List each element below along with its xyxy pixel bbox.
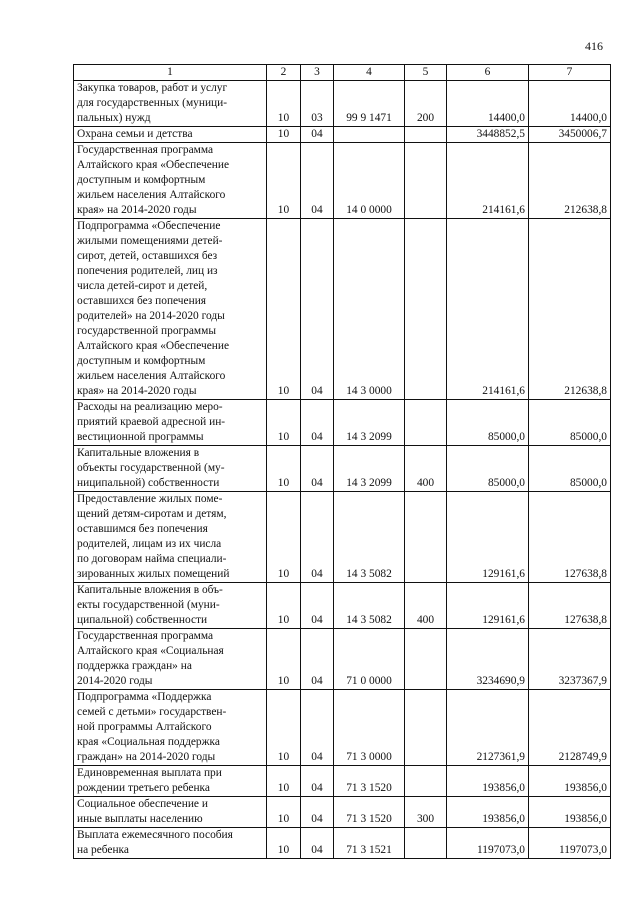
subsection-code: 04 (301, 400, 334, 446)
subsection-code: 04 (301, 766, 334, 797)
row-name-line: объекты государственной (му- (77, 462, 225, 474)
amount-year-2: 212638,8 (529, 143, 611, 219)
row-name-line: Расходы на реализацию меро- (77, 401, 223, 413)
target-article-code: 14 3 2099 (334, 400, 405, 446)
row-name-line: края «Социальная поддержка (77, 736, 220, 748)
column-header: 2 (267, 65, 301, 81)
expense-type-code (405, 629, 447, 690)
expense-type-code (405, 766, 447, 797)
expense-type-code (405, 127, 447, 143)
target-article-code: 99 9 1471 (334, 81, 405, 127)
amount-year-1: 3448852,5 (447, 127, 529, 143)
table-row (74, 828, 611, 859)
row-name-line: Социальное обеспечение и (77, 798, 208, 810)
expense-type-code (405, 400, 447, 446)
row-name-line: Подпрограмма «Обеспечение (77, 220, 221, 232)
column-header: 1 (74, 65, 267, 81)
amount-year-2: 127638,8 (529, 583, 611, 629)
row-name (74, 828, 267, 859)
column-header: 6 (447, 65, 529, 81)
row-name (74, 797, 267, 828)
row-name-line: для государственных (муници- (77, 97, 228, 109)
row-name-line: Капитальные вложения в (77, 447, 200, 459)
row-name-line: Алтайского края «Обеспечение (77, 159, 230, 171)
amount-year-1: 85000,0 (447, 446, 529, 492)
section-code: 10 (267, 797, 301, 828)
target-article-code: 14 3 5082 (334, 583, 405, 629)
table-row (74, 583, 611, 629)
row-name-line: родителей» на 2014-2020 годы (77, 310, 225, 322)
row-name-line: иные выплаты населению (77, 813, 203, 825)
target-article-code: 71 3 0000 (334, 690, 405, 766)
subsection-code: 04 (301, 219, 334, 400)
row-name-line: Предоставление жилых поме- (77, 493, 223, 505)
amount-year-1: 193856,0 (447, 766, 529, 797)
table-row (74, 400, 611, 446)
row-name (74, 400, 267, 446)
row-name (74, 583, 267, 629)
target-article-code: 14 3 2099 (334, 446, 405, 492)
row-name-line: Алтайского края «Социальная (77, 645, 224, 657)
row-name-line: попечения родителей, лиц из (77, 265, 218, 277)
amount-year-2: 3237367,9 (529, 629, 611, 690)
row-name-line: ной программы Алтайского (77, 721, 212, 733)
row-name (74, 143, 267, 219)
amount-year-2: 212638,8 (529, 219, 611, 400)
row-name-line: ниципальной) собственности (77, 477, 220, 489)
target-article-code: 71 3 1521 (334, 828, 405, 859)
subsection-code: 04 (301, 492, 334, 583)
row-name (74, 127, 267, 143)
section-code: 10 (267, 690, 301, 766)
row-name-line: зированных жилых помещений (77, 568, 230, 580)
table-row (74, 690, 611, 766)
page-number: 416 (585, 39, 603, 53)
row-name (74, 492, 267, 583)
amount-year-1: 2127361,9 (447, 690, 529, 766)
amount-year-1: 129161,6 (447, 492, 529, 583)
amount-year-2: 127638,8 (529, 492, 611, 583)
expense-type-code: 400 (405, 446, 447, 492)
subsection-code: 04 (301, 828, 334, 859)
section-code: 10 (267, 446, 301, 492)
target-article-code: 71 3 1520 (334, 797, 405, 828)
row-name-line: семей с детьми» государствен- (77, 706, 227, 718)
column-header: 5 (405, 65, 447, 81)
section-code: 10 (267, 766, 301, 797)
expense-type-code (405, 492, 447, 583)
column-header: 7 (529, 65, 611, 81)
subsection-code: 04 (301, 127, 334, 143)
expense-type-code (405, 690, 447, 766)
subsection-code: 04 (301, 446, 334, 492)
row-name-line: на ребенка (77, 844, 129, 856)
budget-table (73, 64, 611, 859)
expense-type-code (405, 828, 447, 859)
expense-type-code: 400 (405, 583, 447, 629)
row-name-line: края» на 2014-2020 годы (77, 204, 197, 216)
row-name-line: рождении третьего ребенка (77, 782, 210, 794)
column-header: 3 (301, 65, 334, 81)
row-name-line: поддержка граждан» на (77, 660, 192, 672)
amount-year-2: 193856,0 (529, 766, 611, 797)
section-code: 10 (267, 127, 301, 143)
row-name-line: государственной программы (77, 325, 217, 337)
section-code: 10 (267, 81, 301, 127)
row-name-line: края» на 2014-2020 годы (77, 385, 197, 397)
target-article-code: 14 0 0000 (334, 143, 405, 219)
target-article-code: 14 3 0000 (334, 219, 405, 400)
table-row (74, 629, 611, 690)
section-code: 10 (267, 400, 301, 446)
table-row (74, 446, 611, 492)
row-name-line: щений детям-сиротам и детям, (77, 508, 227, 520)
row-name-line: по договорам найма специали- (77, 553, 227, 565)
row-name-line: вестиционной программы (77, 431, 204, 443)
row-name-line: Подпрограмма «Поддержка (77, 691, 212, 703)
row-name-line: Закупка товаров, работ и услуг (77, 82, 228, 94)
amount-year-1: 129161,6 (447, 583, 529, 629)
row-name-line: ципальной) собственности (77, 614, 208, 626)
amount-year-1: 214161,6 (447, 219, 529, 400)
amount-year-2: 1197073,0 (529, 828, 611, 859)
row-name (74, 81, 267, 127)
row-name-line: жилыми помещениями детей- (77, 235, 223, 247)
row-name (74, 766, 267, 797)
row-name (74, 219, 267, 400)
section-code: 10 (267, 492, 301, 583)
subsection-code: 04 (301, 690, 334, 766)
row-name-line: Государственная программа (77, 630, 214, 642)
table-header-row (74, 65, 611, 81)
row-name-line: жильем населения Алтайского (77, 189, 226, 201)
table-row (74, 492, 611, 583)
amount-year-2: 193856,0 (529, 797, 611, 828)
row-name-line: родителей, лицам из их числа (77, 538, 222, 550)
expense-type-code: 300 (405, 797, 447, 828)
amount-year-1: 3234690,9 (447, 629, 529, 690)
subsection-code: 03 (301, 81, 334, 127)
row-name (74, 629, 267, 690)
row-name (74, 446, 267, 492)
amount-year-2: 14400,0 (529, 81, 611, 127)
expense-type-code (405, 143, 447, 219)
target-article-code: 14 3 5082 (334, 492, 405, 583)
row-name-line: Выплата ежемесячного пособия (77, 829, 233, 841)
row-name-line: граждан» на 2014-2020 годы (77, 751, 216, 763)
target-article-code: 71 3 1520 (334, 766, 405, 797)
amount-year-1: 14400,0 (447, 81, 529, 127)
target-article-code (334, 127, 405, 143)
amount-year-2: 3450006,7 (529, 127, 611, 143)
row-name-line: доступным и комфортным (77, 174, 206, 186)
amount-year-2: 2128749,9 (529, 690, 611, 766)
target-article-code: 71 0 0000 (334, 629, 405, 690)
row-name-line: 2014-2020 годы (77, 675, 153, 687)
row-name-line: числа детей-сирот и детей, (77, 280, 208, 292)
amount-year-2: 85000,0 (529, 400, 611, 446)
section-code: 10 (267, 629, 301, 690)
row-name-line: Государственная программа (77, 144, 214, 156)
column-header: 4 (334, 65, 405, 81)
subsection-code: 04 (301, 797, 334, 828)
row-name-line: оставшимся без попечения (77, 523, 208, 535)
amount-year-1: 214161,6 (447, 143, 529, 219)
subsection-code: 04 (301, 583, 334, 629)
row-name-line: пальных) нужд (77, 112, 151, 124)
subsection-code: 04 (301, 629, 334, 690)
row-name-line: жильем населения Алтайского (77, 370, 226, 382)
table-row (74, 219, 611, 400)
amount-year-1: 85000,0 (447, 400, 529, 446)
table-row (74, 766, 611, 797)
table-row (74, 797, 611, 828)
row-name-line: оставшихся без попечения (77, 295, 207, 307)
amount-year-1: 193856,0 (447, 797, 529, 828)
row-name-line: Единовременная выплата при (77, 767, 222, 779)
row-name-line: екты государственной (муни- (77, 599, 220, 611)
row-name-line: приятий краевой адресной ин- (77, 416, 226, 428)
expense-type-code: 200 (405, 81, 447, 127)
section-code: 10 (267, 143, 301, 219)
amount-year-1: 1197073,0 (447, 828, 529, 859)
row-name-line: Охрана семьи и детства (77, 128, 193, 140)
row-name-line: сирот, детей, оставшихся без (77, 250, 218, 262)
expense-type-code (405, 219, 447, 400)
table-row (74, 143, 611, 219)
row-name-line: Алтайского края «Обеспечение (77, 340, 230, 352)
table-row (74, 127, 611, 143)
table-row (74, 81, 611, 127)
section-code: 10 (267, 219, 301, 400)
section-code: 10 (267, 828, 301, 859)
row-name-line: Капитальные вложения в объ- (77, 584, 223, 596)
row-name-line: доступным и комфортным (77, 355, 206, 367)
subsection-code: 04 (301, 143, 334, 219)
section-code: 10 (267, 583, 301, 629)
row-name (74, 690, 267, 766)
amount-year-2: 85000,0 (529, 446, 611, 492)
